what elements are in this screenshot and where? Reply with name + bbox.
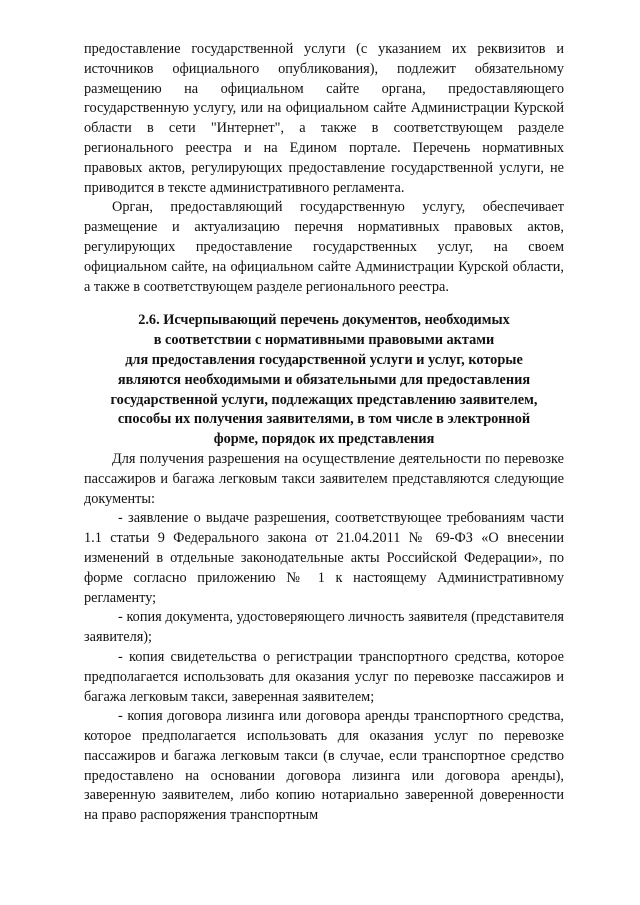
paragraph-authority-obligations: Орган, предоставляющий государственную услугу, обеспечивает размещение и актуализацию перечня нормативных правовых актов, регулирующих предоставление государственных услуг, на своем официальном сайте, на официальном сайте Администрации Курской области, а также в соответствующем разделе регионального реестра. xyxy=(84,199,564,295)
section-heading-2-6 xyxy=(84,311,564,450)
heading-line: являются необходимыми и обязательными для предоставления xyxy=(117,371,531,388)
list-item-vehicle-registration: - копия свидетельства о регистрации транспортного средства, которое предполагается использовать для оказания услуг по перевозке пассажиров и багажа легковым такси, заверенная заявителем; xyxy=(84,648,564,705)
heading-line: для предоставления государственной услуги и услуг, которые xyxy=(125,351,523,368)
heading-line: способы их получения заявителями, в том числе в электронной xyxy=(117,411,531,428)
heading-line: в соответствии с нормативными правовыми актами xyxy=(153,332,495,349)
list-item-lease-agreement: - копия договора лизинга или договора аренды транспортного средства, которое предполагается использовать для оказания услуг по перевозке пассажиров и багажа легковым такси (в случае, если транспортное средство предоставлено на основании договора лизинга или договора аренды), заверенную заявителем, либо копию нотариально заверенной доверенности на право распоряжения транспортным xyxy=(84,708,564,824)
paragraph-legal-acts-publication: предоставление государственной услуги (с указанием их реквизитов и источников официального опубликования), подлежит обязательному размещению на официальном сайте органа, предоставляющего государственную услугу, или на официальном сайте Администрации Курской области в сети "Интернет", а также в соответствующем разделе регионального реестра и на Едином портале. Перечень нормативных правовых актов, регулирующих предоставление государственной услуги, не приводится в тексте административного регламента. xyxy=(84,41,564,196)
heading-line: форме, порядок их представления xyxy=(213,431,435,448)
heading-line: государственной услуги, подлежащих представлению заявителем, xyxy=(110,391,538,408)
list-item-identity-document: - копия документа, удостоверяющего личность заявителя (представителя заявителя); xyxy=(84,609,564,646)
list-item-application: - заявление о выдаче разрешения, соответствующее требованиям части 1.1 статьи 9 Федерального закона от 21.04.2011 № 69-ФЗ «О внесении изменений в отдельные законодательные акты Российской Федерации», по форме согласно приложению № 1 к настоящему Административному регламенту; xyxy=(84,510,564,606)
paragraph-documents-intro: Для получения разрешения на осуществление деятельности по перевозке пассажиров и багажа легковым такси заявителем представляются следующие документы: xyxy=(84,450,564,507)
document-body xyxy=(84,40,564,826)
heading-line: 2.6. Исчерпывающий перечень документов, необходимых xyxy=(138,312,510,329)
